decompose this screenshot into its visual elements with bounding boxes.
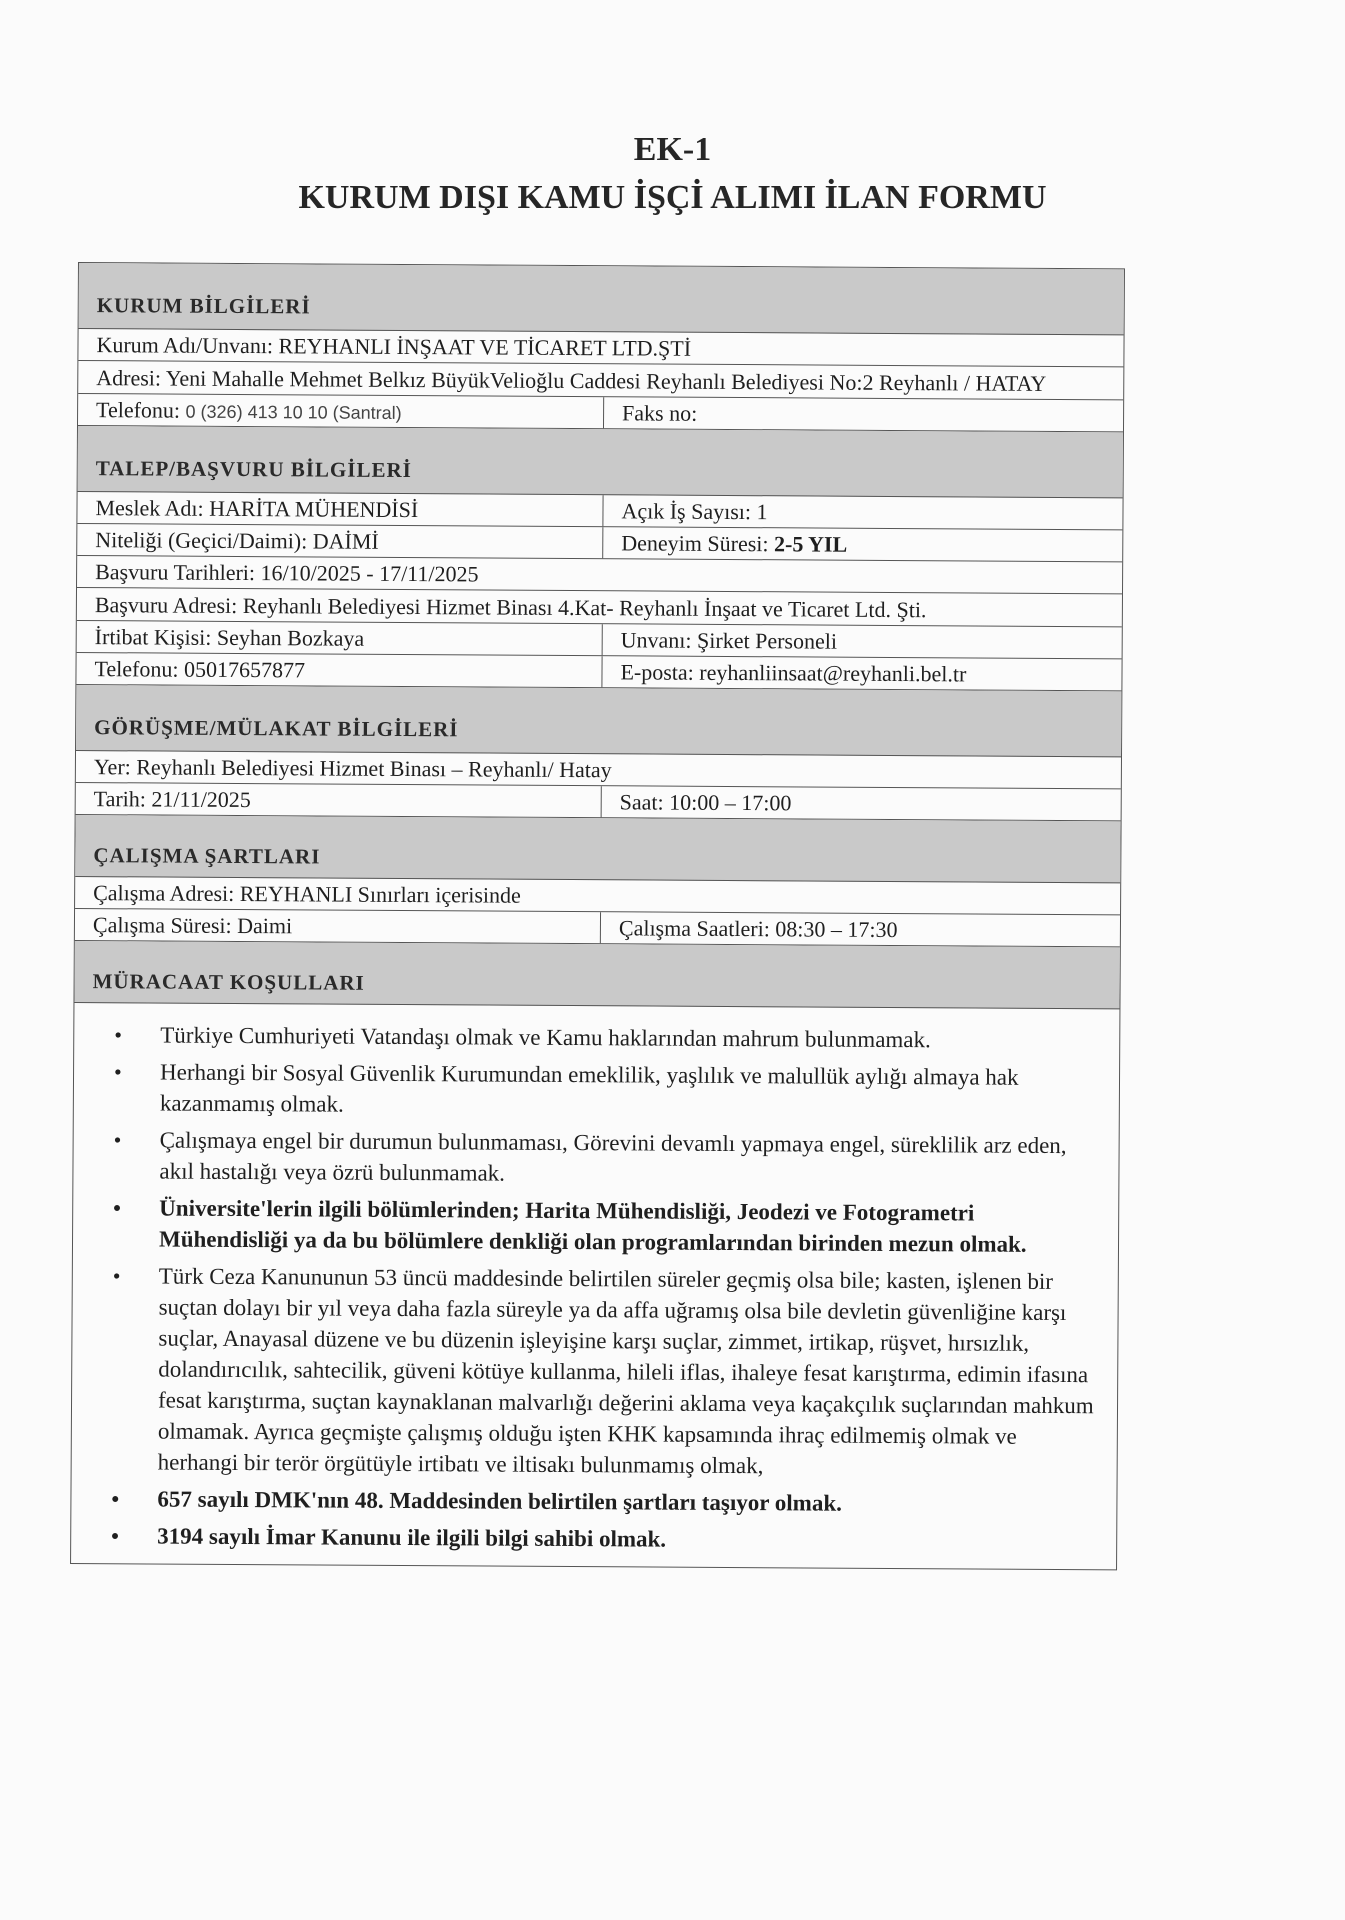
list-item: • Üniversite'lerin ilgili bölümlerinden; Harita Mühendisliği, Jeodezi ve Fotogrametri Mühendisliği ya da bu bölümlere denkliği olan programlarından birinden mezun olmak. — [159, 1193, 1096, 1261]
list-item: • Çalışmaya engel bir durumun bulunmaması, Görevini devamlı yapmaya engel, süreklilik arz eden, akıl hastalığı veya özrü bulunmamak. — [159, 1125, 1096, 1193]
list-item: • 657 sayılı DMK'nın 48. Maddesinden belirtilen şartları taşıyor olmak. — [157, 1484, 1094, 1521]
section-gorusme-title: GÖRÜŞME/MÜLAKAT BİLGİLERİ — [76, 685, 1121, 757]
document-heading — [0, 128, 1345, 222]
deneyim-suresi — [603, 527, 1122, 561]
gorusme-saat: Saat: 10:00 – 17:00 — [619, 789, 792, 816]
muracaat-list — [71, 1003, 1119, 1569]
basvuru-tarihleri: Başvuru Tarihleri: 16/10/2025 - 17/11/2025 — [95, 559, 479, 587]
nitelik: Niteliği (Geçici/Daimi): DAİMİ — [77, 524, 603, 558]
form-title: KURUM DIŞI KAMU İŞÇİ ALIMI İLAN FORMU — [298, 179, 1047, 216]
calisma-saatleri: Çalışma Saatleri: 08:30 – 17:30 — [618, 915, 898, 943]
irtibat-kisisi: İrtibat Kişisi: Seyhan Bozkaya — [77, 621, 603, 655]
calisma-adresi: Çalışma Adresi: REYHANLI Sınırları içerisinde — [93, 880, 521, 908]
calisma-suresi: Çalışma Süresi: Daimi — [75, 909, 601, 943]
acik-is-sayisi: Açık İş Sayısı: 1 — [621, 498, 768, 525]
kurum-telefon — [78, 394, 604, 428]
section-talep-title: TALEP/BAŞVURU BİLGİLERİ — [78, 426, 1123, 498]
deneyim-label: Deneyim Süresi: — [621, 530, 769, 557]
irtibat-unvan: Unvanı: Şirket Personeli — [620, 627, 838, 654]
section-muracaat-title: MÜRACAAT KOŞULLARI — [74, 941, 1119, 1009]
announcement-form — [70, 262, 1125, 1570]
annex-label: EK-1 — [633, 131, 712, 168]
list-item: • Herhangi bir Sosyal Güvenlik Kurumundan emeklilik, yaşlılık ve malullük aylığı almaya hak kazanmamış olmak. — [160, 1057, 1097, 1125]
basvuru-adresi: Başvuru Adresi: Reyhanlı Belediyesi Hizmet Binası 4.Kat- Reyhanlı İnşaat ve Ticaret Ltd. Şti. — [94, 592, 927, 623]
list-item: • 3194 sayılı İmar Kanunu ile ilgili bilgi sahibi olmak. — [157, 1521, 1094, 1558]
kurum-adres: Adresi: Yeni Mahalle Mehmet Belkız BüyükVelioğlu Caddesi Reyhanlı Belediyesi No:2 Reyhanlı / HATAY — [96, 365, 1047, 396]
section-calisma-title: ÇALIŞMA ŞARTLARI — [75, 815, 1120, 883]
section-kurum-title: KURUM BİLGİLERİ — [79, 263, 1124, 335]
kurum-telefon-value: 0 (326) 413 10 10 (Santral) — [185, 401, 402, 423]
deneyim-value: 2-5 YIL — [773, 531, 848, 557]
kurum-faks: Faks no: — [622, 400, 698, 426]
list-item: • Türkiye Cumhuriyeti Vatandaşı olmak ve Kamu haklarından mahrum bulunmamak. — [160, 1020, 1097, 1057]
gorusme-tarih: Tarih: 21/11/2025 — [76, 783, 602, 817]
list-item: • Türk Ceza Kanununun 53 üncü maddesinde belirtilen süreler geçmiş olsa bile; kasten, işlenen bir suçtan dolayı bir yıl veya daha fazla süreyle ya da affa uğramış olsa bile devletin güvenliğine karşı suçlar, Anayasal düzene ve bu düzenin işleyişine karşı suçlar, zimmet, irtikap, rüşvet, hırsızlık, dolandırıcılık, sahtecilik, güveni kötüye kullanma, hileli iflas, ihaleye fesat karıştırma, edimin ifasına fesat karıştırma, suçtan kaynaklanan malvarlığı değerini aklama veya kaçakçılık suçlarından mahkum olmamak. Ayrıca geçmişte çalışmış olduğu işten KHK kapsamında ihraç edilmemiş olmak ve herhangi bir terör örgütüyle irtibatı ve iltisakı bulunmamış olmak, — [158, 1261, 1096, 1484]
gorusme-yer: Yer: Reyhanlı Belediyesi Hizmet Binası – Reyhanlı/ Hatay — [93, 754, 612, 783]
irtibat-eposta: E-posta: reyhanliinsaat@reyhanli.bel.tr — [620, 659, 967, 687]
kurum-ad: Kurum Adı/Unvanı: REYHANLI İNŞAAT VE TİCARET LTD.ŞTİ — [96, 332, 692, 361]
kurum-telefon-label: Telefonu: — [96, 397, 181, 423]
irtibat-telefon: Telefonu: 05017657877 — [76, 653, 602, 687]
meslek-adi: Meslek Adı: HARİTA MÜHENDİSİ — [77, 492, 603, 526]
